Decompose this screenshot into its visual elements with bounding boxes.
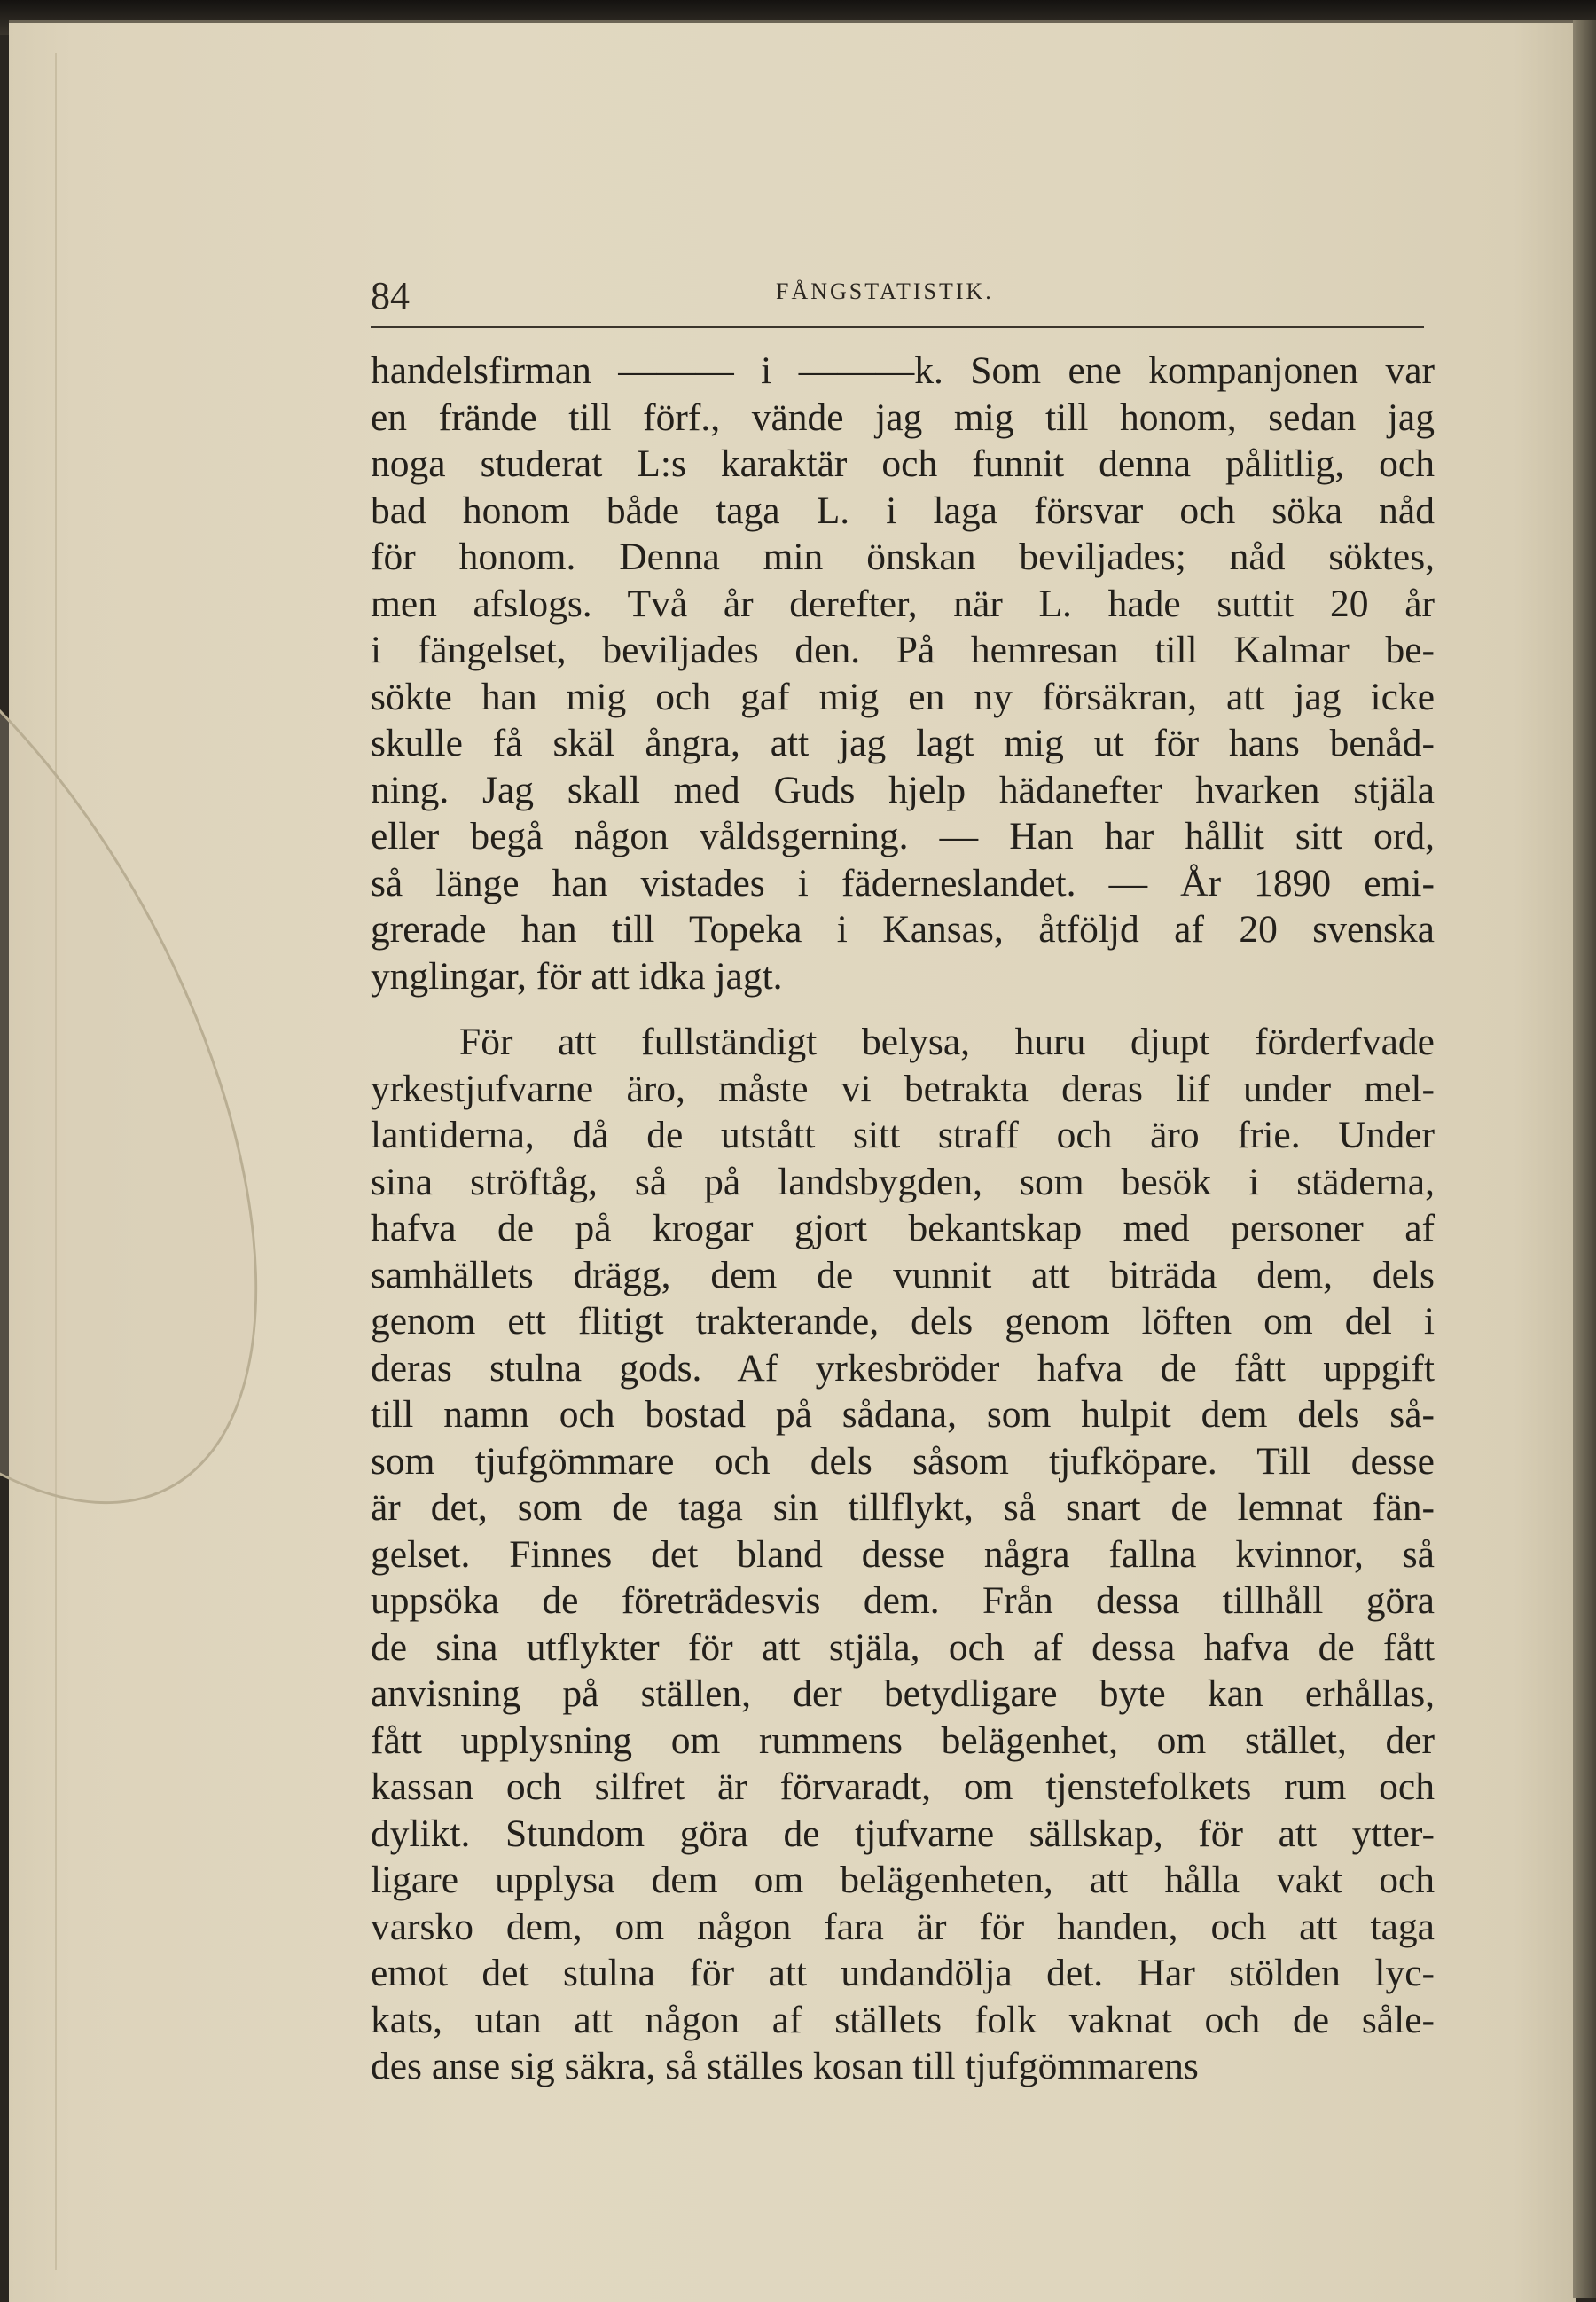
text-line: lantiderna, då de utstått sitt straff och äro frie. Under [371, 1114, 1435, 1156]
text-line: hafva de på krogar gjort bekantskap med personer af [371, 1207, 1435, 1249]
text-line: grerade han till Topeka i Kansas, åtföljd af 20 svenska [371, 908, 1435, 951]
text-line: till namn och bostad på sådana, som hulpit dem dels så- [371, 1393, 1435, 1436]
text-line: skulle få skäl ångra, att jag lagt mig ut för hans benåd- [371, 722, 1435, 764]
body-text [371, 348, 1435, 2090]
text-line: genom ett flitigt trakterande, dels genom löften om del i [371, 1300, 1435, 1343]
text-line: noga studerat L:s karaktär och funnit denna pålitlig, och [371, 442, 1435, 485]
text-line: i fängelset, beviljades den. På hemresan till Kalmar be- [371, 629, 1435, 671]
text-line: ynglingar, för att idka jagt. [371, 954, 783, 998]
text-line: yrkestjufvarne äro, måste vi betrakta deras lif under mel- [371, 1067, 1435, 1110]
text-line: de sina utflykter för att stjäla, och af dessa hafva de fått [371, 1625, 1435, 1669]
paragraph [371, 348, 1435, 999]
paragraph-gap [371, 999, 1435, 1019]
text-line: gelset. Finnes det bland desse några fallna kvinnor, så [371, 1532, 1435, 1576]
text-line: emot det stulna för att undandölja det. Har stölden lyc- [371, 1952, 1435, 1994]
text-line: eller begå någon våldsgerning. — Han har hållit sitt ord, [371, 815, 1435, 857]
text-line: så länge han vistades i fäderneslandet. — År 1890 emi- [371, 861, 1435, 904]
running-head: FÅNGSTATISTIK. [776, 278, 994, 304]
text-line: som tjufgömmare och dels såsom tjufköpare. Till desse [371, 1439, 1435, 1483]
page-number: 84 [371, 274, 410, 317]
text-line: kats, utan att någon af ställets folk vaknat och de såle- [371, 1998, 1435, 2041]
text-line: fått upplysning om rummens belägenhet, om stället, der [371, 1719, 1435, 1762]
text-line: men afslogs. Två år derefter, när L. hade suttit 20 år [371, 582, 1435, 625]
text-line: handelsfirman ——— i ———k. Som ene kompanjonen var [371, 349, 1435, 392]
text-line: för honom. Denna min önskan beviljades; nåd söktes, [371, 536, 1435, 578]
text-line: kassan och silfret är förvaradt, om tjenstefolkets rum och [371, 1766, 1435, 1808]
text-line: samhällets drägg, dem de vunnit att biträda dem, dels [371, 1253, 1435, 1296]
page-header [364, 266, 1428, 319]
text-line: uppsöka de företrädesvis dem. Från dessa tillhåll göra [371, 1579, 1435, 1622]
text-line: ligare upplysa dem om belägenheten, att hålla vakt och [371, 1859, 1435, 1901]
text-line: deras stulna gods. Af yrkesbröder hafva de fått uppgift [371, 1346, 1435, 1390]
text-line: varsko dem, om någon fara är för handen, och att taga [371, 1905, 1435, 1948]
text-line: anvisning på ställen, der betydligare byte kan erhållas, [371, 1672, 1435, 1715]
text-line: sina ströftåg, så på landsbygden, som besök i städerna, [371, 1160, 1435, 1203]
text-line: des anse sig säkra, så ställes kosan till tjufgömmarens [371, 2045, 1199, 2087]
text-line: är det, som de taga sin tillflykt, så snart de lemnat fän- [371, 1486, 1435, 1529]
text-line: sökte han mig och gaf mig en ny försäkran, att jag icke [371, 675, 1435, 718]
header-rule [371, 326, 1424, 328]
text-line: bad honom både taga L. i laga försvar och söka nåd [371, 489, 1435, 532]
text-line: en frände till förf., vände jag mig till honom, sedan jag [371, 395, 1435, 439]
text-line: ning. Jag skall med Guds hjelp hädanefter hvarken stjäla [371, 768, 1435, 811]
paragraph [371, 1019, 1435, 2090]
text-line: För att fullständigt belysa, huru djupt förderfvade [459, 1021, 1435, 1063]
page-edge-shadow [1573, 20, 1596, 2298]
text-line: dylikt. Stundom göra de tjufvarne sällskap, för att ytter- [371, 1812, 1435, 1855]
